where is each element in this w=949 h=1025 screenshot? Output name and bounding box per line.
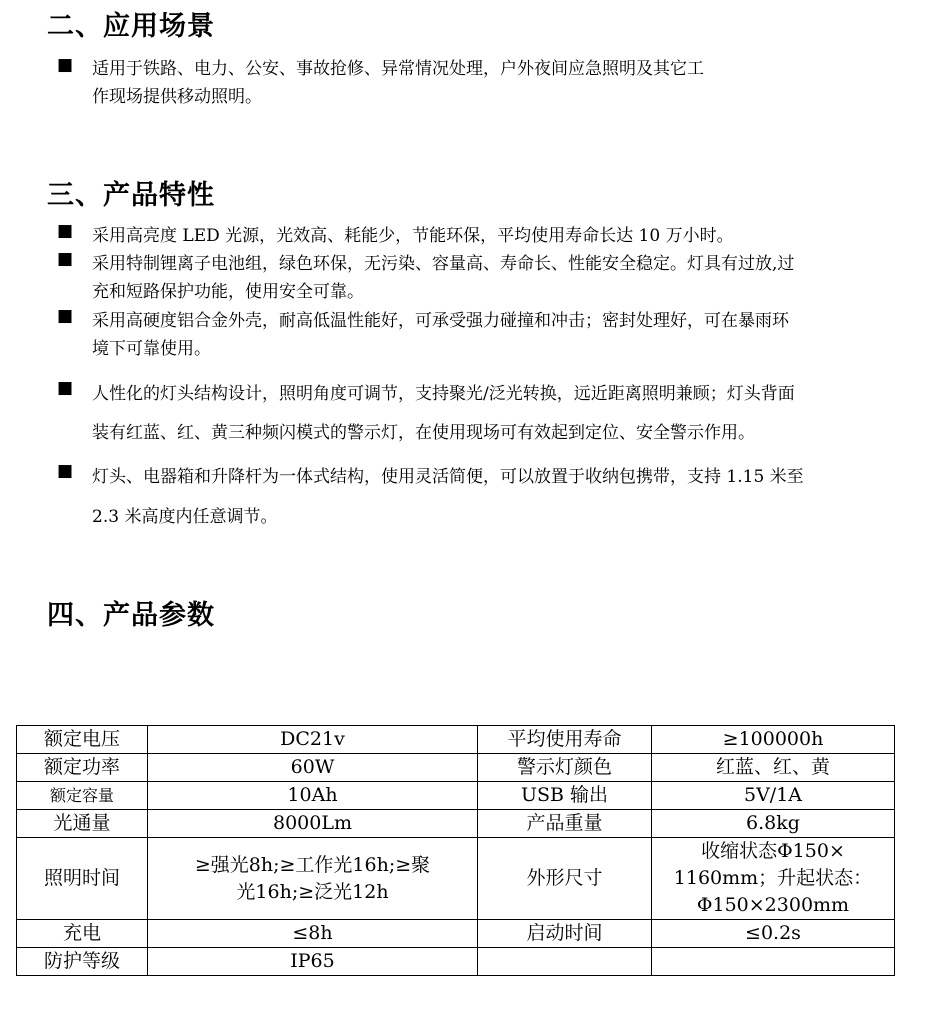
spec-label: 防护等级 — [17, 948, 148, 976]
feature-5-line1: 灯头、电器箱和升降杆为一体式结构，使用灵活简便，可以放置于收纳包携带，支持 1.15 米至 — [92, 467, 804, 487]
bullet-icon: ■ — [57, 306, 74, 326]
spec-label: 额定电压 — [17, 726, 148, 754]
spec-value: 60W — [148, 754, 478, 782]
spec-value: ≤0.2s — [652, 920, 895, 948]
spec-value: 8000Lm — [148, 810, 478, 838]
feature-1-line1: 采用高亮度 LED 光源，光效高、耗能少，节能环保，平均使用寿命长达 10 万小时。 — [92, 226, 734, 246]
spec-value: DC21v — [148, 726, 478, 754]
spec-label: 警示灯颜色 — [478, 754, 652, 782]
section-heading-application: 二、应用场景 — [47, 11, 215, 42]
spec-value: IP65 — [148, 948, 478, 976]
section-heading-features: 三、产品特性 — [47, 180, 215, 211]
spec-label: 充电 — [17, 920, 148, 948]
spec-label: USB 输出 — [478, 782, 652, 810]
feature-4-line2: 装有红蓝、红、黄三种频闪模式的警示灯，在使用现场可有效起到定位、安全警示作用。 — [92, 423, 755, 443]
spec-label: 额定容量 — [17, 782, 148, 810]
spec-value-line: Φ150×2300mm — [696, 894, 850, 916]
table-row — [17, 782, 895, 810]
table-row — [17, 754, 895, 782]
application-text-line1: 适用于铁路、电力、公安、事故抢修、异常情况处理，户外夜间应急照明及其它工 — [92, 59, 704, 79]
bullet-icon: ■ — [57, 55, 74, 75]
spec-label: 外形尺寸 — [478, 838, 652, 920]
bullet-icon: ■ — [57, 221, 74, 241]
spec-value — [148, 838, 478, 920]
table-row — [17, 838, 895, 920]
spec-label: 产品重量 — [478, 810, 652, 838]
table-row — [17, 726, 895, 754]
spec-value: ≤8h — [148, 920, 478, 948]
feature-4-line1: 人性化的灯头结构设计，照明角度可调节，支持聚光/泛光转换，远近距离照明兼顾；灯头背面 — [92, 384, 795, 404]
bullet-icon: ■ — [57, 378, 74, 398]
spec-label: 照明时间 — [17, 838, 148, 920]
spec-label: 启动时间 — [478, 920, 652, 948]
section-heading-parameters: 四、产品参数 — [47, 600, 215, 631]
spec-value: 10Ah — [148, 782, 478, 810]
feature-2-line2: 充和短路保护功能，使用安全可靠。 — [92, 282, 364, 302]
spec-label — [478, 948, 652, 976]
spec-value: ≥100000h — [652, 726, 895, 754]
spec-value-line: 光16h;≥泛光12h — [236, 880, 389, 903]
spec-value-line: ≥强光8h;≥工作光16h;≥聚 — [194, 853, 431, 876]
feature-2-line1: 采用特制锂离子电池组，绿色环保，无污染、容量高、寿命长、性能安全稳定。灯具有过放,过 — [92, 254, 795, 274]
feature-5-line2: 2.3 米高度内任意调节。 — [92, 507, 278, 527]
table-row — [17, 920, 895, 948]
application-text-line2: 作现场提供移动照明。 — [92, 87, 262, 107]
spec-value — [652, 838, 895, 920]
spec-value-line: 1160mm；升起状态： — [673, 867, 873, 889]
spec-label: 额定功率 — [17, 754, 148, 782]
spec-value: 6.8kg — [652, 810, 895, 838]
spec-value — [652, 948, 895, 976]
bullet-icon: ■ — [57, 249, 74, 269]
spec-table — [16, 725, 895, 976]
spec-label: 平均使用寿命 — [478, 726, 652, 754]
table-row — [17, 948, 895, 976]
feature-3-line2: 境下可靠使用。 — [92, 339, 211, 359]
bullet-icon: ■ — [57, 461, 74, 481]
spec-value: 红蓝、红、黄 — [652, 754, 895, 782]
feature-3-line1: 采用高硬度铝合金外壳，耐高低温性能好，可承受强力碰撞和冲击；密封处理好，可在暴雨环 — [92, 311, 789, 331]
spec-value: 5V/1A — [652, 782, 895, 810]
spec-label: 光通量 — [17, 810, 148, 838]
spec-value-line: 收缩状态Φ150× — [701, 840, 845, 862]
table-row — [17, 810, 895, 838]
